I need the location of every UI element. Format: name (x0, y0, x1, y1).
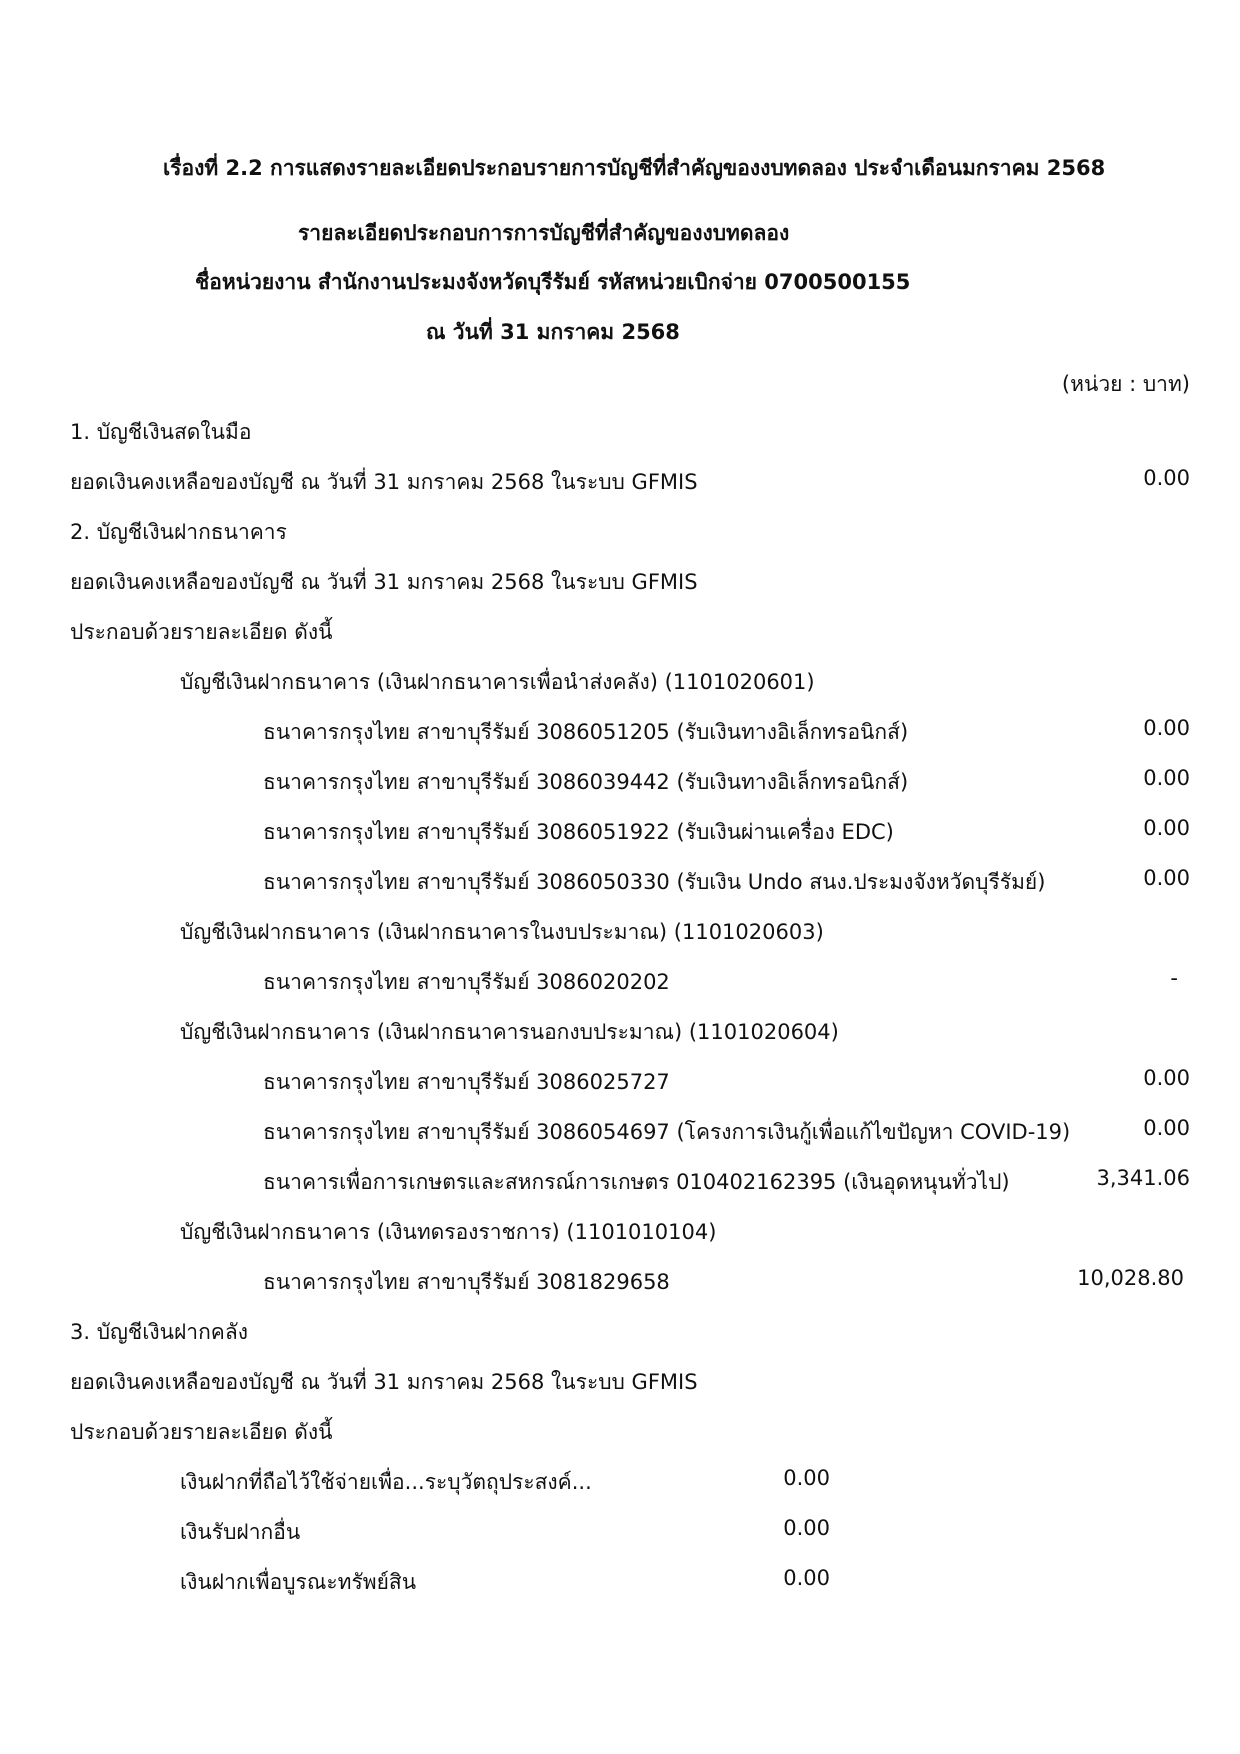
section2-balance-row (0, 566, 1240, 600)
item-label: ธนาคารกรุงไทย สาขาบุรีรัมย์ 3086054697 (โครงการเงินกู้เพื่อแก้ไขปัญหา COVID-19) (263, 1120, 1071, 1144)
item-label: เงินรับฝากอื่น (180, 1520, 301, 1544)
list-item (0, 966, 1240, 1000)
document-title: เรื่องที่ 2.2 การแสดงรายละเอียดประกอบรายการบัญชีที่สำคัญของงบทดลอง ประจำเดือนมกราคม 2568 (163, 156, 1106, 180)
item-value: 0.00 (1143, 816, 1190, 840)
section1-balance-label: ยอดเงินคงเหลือของบัญชี ณ วันที่ 31 มกราคม 2568 ในระบบ GFMIS (70, 470, 698, 494)
section2-heading-row (0, 516, 1240, 550)
section3-balance-row (0, 1366, 1240, 1400)
group-title: บัญชีเงินฝากธนาคาร (เงินฝากธนาคารเพื่อนำส่งคลัง) (1101020601) (180, 670, 815, 694)
list-item (0, 1516, 1240, 1550)
section2-detail-label: ประกอบด้วยรายละเอียด ดังนี้ (70, 620, 333, 644)
section2-detail-row (0, 616, 1240, 650)
item-value: 0.00 (783, 1516, 830, 1540)
group-title: บัญชีเงินฝากธนาคาร (เงินฝากธนาคารในงบประมาณ) (1101020603) (180, 920, 824, 944)
section1-balance-row (0, 466, 1240, 500)
as-of-date: ณ วันที่ 31 มกราคม 2568 (426, 320, 680, 344)
section1-heading-row (0, 416, 1240, 450)
list-item (0, 866, 1240, 900)
group-title-row (0, 916, 1240, 950)
list-item (0, 1566, 1240, 1600)
group-title-row (0, 666, 1240, 700)
group-title-row (0, 1016, 1240, 1050)
section3-heading: 3. บัญชีเงินฝากคลัง (70, 1320, 248, 1344)
section1-heading: 1. บัญชีเงินสดในมือ (70, 420, 252, 444)
item-label: ธนาคารกรุงไทย สาขาบุรีรัมย์ 3081829658 (263, 1270, 670, 1294)
list-item (0, 816, 1240, 850)
item-value: 0.00 (783, 1566, 830, 1590)
item-label: เงินฝากที่ถือไว้ใช้จ่ายเพื่อ...ระบุวัตถุประสงค์... (180, 1470, 592, 1494)
item-label: ธนาคารเพื่อการเกษตรและสหกรณ์การเกษตร 010402162395 (เงินอุดหนุนทั่วไป) (263, 1170, 1010, 1194)
item-value: 0.00 (1143, 766, 1190, 790)
list-item (0, 1466, 1240, 1500)
group-title-row (0, 1216, 1240, 1250)
item-label: ธนาคารกรุงไทย สาขาบุรีรัมย์ 3086025727 (263, 1070, 670, 1094)
list-item (0, 1266, 1240, 1300)
item-value: 0.00 (1143, 1116, 1190, 1140)
list-item (0, 766, 1240, 800)
item-label: เงินฝากเพื่อบูรณะทรัพย์สิน (180, 1570, 417, 1594)
item-value: - (1170, 966, 1178, 990)
item-value: 0.00 (1143, 1066, 1190, 1090)
agency-line: ชื่อหน่วยงาน สำนักงานประมงจังหวัดบุรีรัมย์ รหัสหน่วยเบิกจ่าย 0700500155 (195, 270, 911, 294)
item-value: 3,341.06 (1096, 1166, 1190, 1190)
item-value: 10,028.80 (1077, 1266, 1184, 1290)
item-label: ธนาคารกรุงไทย สาขาบุรีรัมย์ 3086051205 (รับเงินทางอิเล็กทรอนิกส์) (263, 720, 909, 744)
group-title: บัญชีเงินฝากธนาคาร (เงินฝากธนาคารนอกงบประมาณ) (1101020604) (180, 1020, 839, 1044)
report-title: รายละเอียดประกอบการการบัญชีที่สำคัญของงบทดลอง (298, 221, 790, 245)
list-item (0, 1116, 1240, 1150)
item-label: ธนาคารกรุงไทย สาขาบุรีรัมย์ 3086039442 (รับเงินทางอิเล็กทรอนิกส์) (263, 770, 909, 794)
section3-detail-row (0, 1416, 1240, 1450)
list-item (0, 1066, 1240, 1100)
item-label: ธนาคารกรุงไทย สาขาบุรีรัมย์ 3086050330 (รับเงิน Undo สนง.ประมงจังหวัดบุรีรัมย์) (263, 870, 1046, 894)
section3-balance-label: ยอดเงินคงเหลือของบัญชี ณ วันที่ 31 มกราคม 2568 ในระบบ GFMIS (70, 1370, 698, 1394)
item-value: 0.00 (783, 1466, 830, 1490)
group-title: บัญชีเงินฝากธนาคาร (เงินทดรองราชการ) (1101010104) (180, 1220, 717, 1244)
item-value: 0.00 (1143, 866, 1190, 890)
section3-heading-row (0, 1316, 1240, 1350)
item-label: ธนาคารกรุงไทย สาขาบุรีรัมย์ 3086051922 (รับเงินผ่านเครื่อง EDC) (263, 820, 894, 844)
section2-heading: 2. บัญชีเงินฝากธนาคาร (70, 520, 287, 544)
section1-balance-value: 0.00 (1143, 466, 1190, 490)
unit-label: (หน่วย : บาท) (1061, 372, 1190, 396)
list-item (0, 716, 1240, 750)
item-value: 0.00 (1143, 716, 1190, 740)
list-item (0, 1166, 1240, 1200)
section2-balance-label: ยอดเงินคงเหลือของบัญชี ณ วันที่ 31 มกราคม 2568 ในระบบ GFMIS (70, 570, 698, 594)
section3-detail-label: ประกอบด้วยรายละเอียด ดังนี้ (70, 1420, 333, 1444)
item-label: ธนาคารกรุงไทย สาขาบุรีรัมย์ 3086020202 (263, 970, 670, 994)
